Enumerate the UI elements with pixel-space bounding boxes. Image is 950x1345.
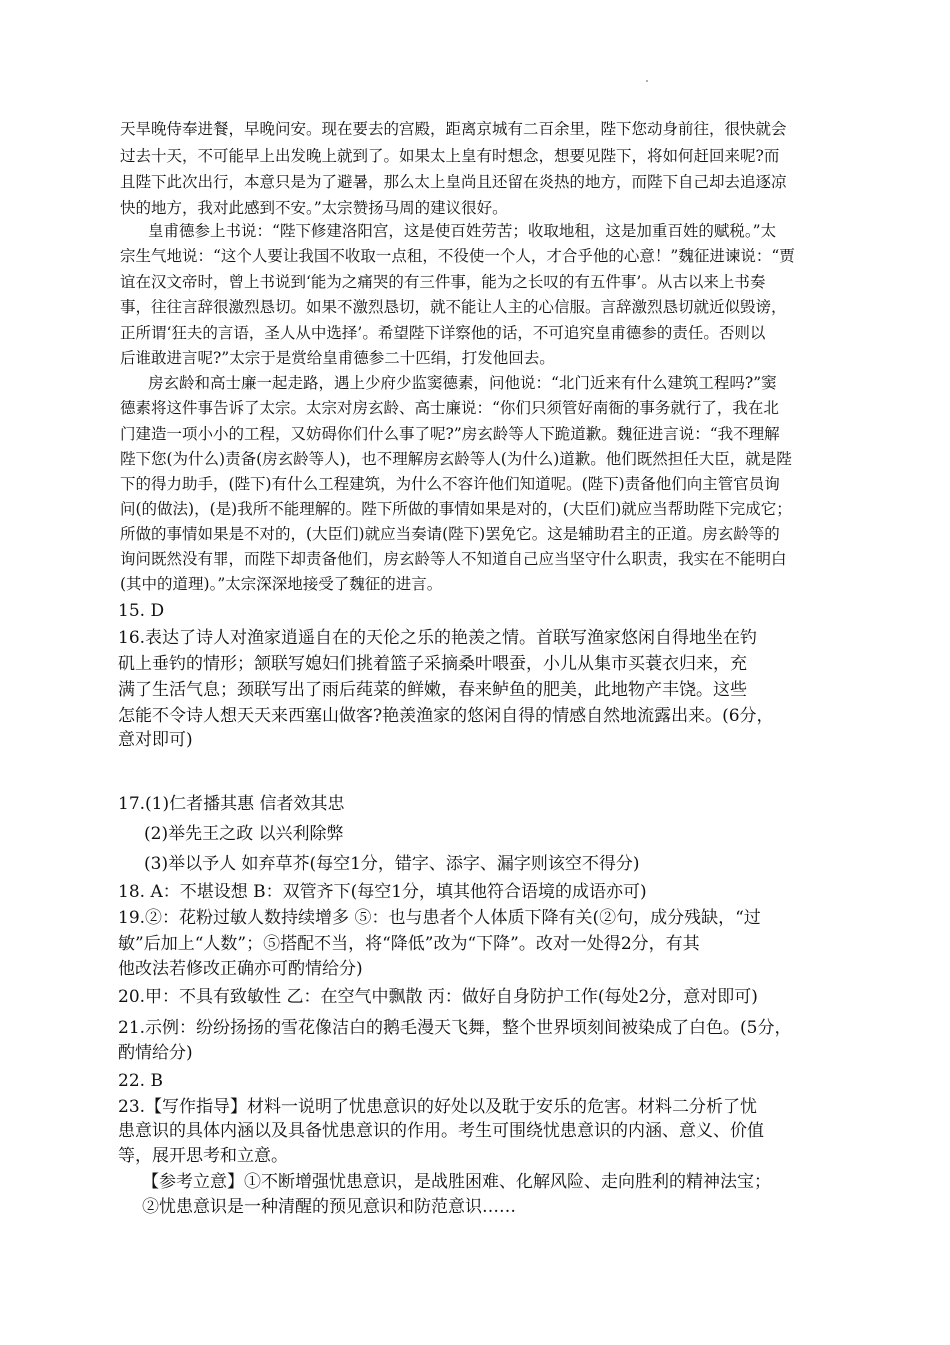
text-line: 过去十天，不可能早上出发晚上就到了。如果太上皇有时想念，想要见陛下，将如何赶回来呢?而 xyxy=(120,147,780,165)
answer-23-line: 【参考立意】①不断增强忧患意识，是战胜困难、化解风险、走向胜利的精神法宝； xyxy=(142,1172,771,1192)
answer-23-line: 患意识的具体内涵以及具备忧患意识的作用。考生可围绕忧患意识的内涵、意义、价值 xyxy=(118,1121,764,1141)
text-line: 房玄龄和高士廉一起走路，遇上少府少监窦德素，问他说：“北门近来有什么建筑工程吗?”窦 xyxy=(148,374,777,392)
answer-17-line: (3)举以予人 如弃草芥(每空1分，错字、添字、漏字则该空不得分) xyxy=(144,854,640,874)
text-line: 宗生气地说：“这个人要让我国不收取一点租，不役使一个人，才合乎他的心意！”魏征进谏说：“贾 xyxy=(120,247,795,265)
answer-16-line: 怎能不令诗人想天天来西塞山做客?艳羡渔家的悠闲自得的情感自然地流露出来。(6分， xyxy=(118,706,774,726)
answer-21-line: 酌情给分) xyxy=(118,1043,193,1063)
text-line: 正所谓‘狂夫的言语，圣人从中选择’。希望陛下详察他的话，不可追究皇甫德参的责任。否则以 xyxy=(120,324,766,342)
text-line: 后谁敢进言呢?”太宗于是赏给皇甫德参二十匹绢，打发他回去。 xyxy=(120,349,555,367)
answer-22: 22. B xyxy=(118,1071,163,1091)
text-line: 且陛下此次出行，本意只是为了避暑，那么太上皇尚且还留在炎热的地方，而陛下自己却去追逐凉 xyxy=(120,173,787,191)
answer-19-line: 他改法若修改正确亦可酌情给分) xyxy=(118,959,363,979)
text-line: 询问既然没有罪，而陛下却责备他们，房玄龄等人不知道自己应当坚守什么职责，我实在不能明白 xyxy=(120,550,787,568)
text-line: 皇甫德参上书说：“陛下修建洛阳宫，这是使百姓劳苦；收取地租，这是加重百姓的赋税。”太 xyxy=(148,222,777,240)
answer-16-line: 满了生活气息；颈联写出了雨后莼菜的鲜嫩，春来鲈鱼的肥美，此地物产丰饶。这些 xyxy=(118,680,747,700)
answer-19-line: 敏”后加上“人数”；⑤搭配不当，将“降低”改为“下降”。改对一处得2分，有其 xyxy=(118,934,700,954)
answer-20: 20.甲：不具有致敏性 乙：在空气中飘散 丙：做好自身防护工作(每处2分，意对即可) xyxy=(118,987,758,1007)
answer-17-line: (2)举先王之政 以兴利除弊 xyxy=(144,824,344,844)
answer-15: 15. D xyxy=(118,601,165,621)
answer-19-line: 19.②：花粉过敏人数持续增多 ⑤：也与患者个人体质下降有关(②句，成分残缺，“过 xyxy=(118,908,761,928)
text-line: 下的得力助手，(陛下)有什么工程建筑，为什么不容许他们知道呢。(陛下)责备他们向主管官员询 xyxy=(120,475,780,493)
text-line: 问(的做法)，(是)我所不能理解的。陛下所做的事情如果是对的，(大臣们)就应当帮助陛下完成它； xyxy=(120,500,792,518)
answer-21-line: 21.示例：纷纷扬扬的雪花像洁白的鹅毛漫天飞舞，整个世界顷刻间被染成了白色。(5分， xyxy=(118,1018,792,1038)
answer-23-line: 23.【写作指导】材料一说明了忧患意识的好处以及耽于安乐的危害。材料二分析了忧 xyxy=(118,1097,758,1117)
answer-23-line: ②忧患意识是一种清醒的预见意识和防范意识…… xyxy=(142,1197,516,1217)
answer-18: 18. A：不堪设想 B：双管齐下(每空1分，填其他符合语境的成语亦可) xyxy=(118,882,647,902)
answer-16-line: 意对即可) xyxy=(118,730,193,750)
answer-23-line: 等，展开思考和立意。 xyxy=(118,1146,288,1166)
text-line: 天旱晚侍奉进餐，早晚问安。现在要去的宫殿，距离京城有二百余里，陛下您动身前往，很快就会 xyxy=(120,120,787,138)
text-line: 谊在汉文帝时，曾上书说到‘能为之痛哭的有三件事，能为之长叹的有五件事’。从古以来上书奏 xyxy=(120,273,766,291)
text-line: 陛下您(为什么)责备(房玄龄等人)，也不理解房玄龄等人(为什么)道歉。他们既然担任大臣，就是陛 xyxy=(120,450,792,468)
text-line: 门建造一项小小的工程，又妨碍你们什么事了呢?”房玄龄等人下跪道歉。魏征进言说：“我不理解 xyxy=(120,425,780,443)
text-line: 快的地方，我对此感到不安。”太宗赞扬马周的建议很好。 xyxy=(120,199,508,217)
text-line: 事，往往言辞很激烈恳切。如果不激烈恳切，就不能让人主的心信服。言辞激烈恳切就近似毁谤， xyxy=(120,298,787,316)
answer-16-line: 16.表达了诗人对渔家逍遥自在的天伦之乐的艳羡之情。首联写渔家悠闲自得地坐在钓 xyxy=(118,628,758,648)
answer-16-line: 矶上垂钓的情形；颔联写媳妇们挑着篮子采摘桑叶喂蚕，小儿从集市买蓑衣归来，充 xyxy=(118,654,747,674)
text-line: 德素将这件事告诉了太宗。太宗对房玄龄、高士廉说：“你们只须管好南衙的事务就行了，我在北 xyxy=(120,399,779,417)
text-line: 所做的事情如果是不对的，(大臣们)就应当奏请(陛下)罢免它。这是辅助君主的正道。房玄龄等的 xyxy=(120,525,780,543)
text-line: (其中的道理)。”太宗深深地接受了魏征的进言。 xyxy=(120,575,443,593)
scan-dot xyxy=(646,80,648,82)
answer-17-line: 17.(1)仁者播其惠 信者效其忠 xyxy=(118,794,345,814)
